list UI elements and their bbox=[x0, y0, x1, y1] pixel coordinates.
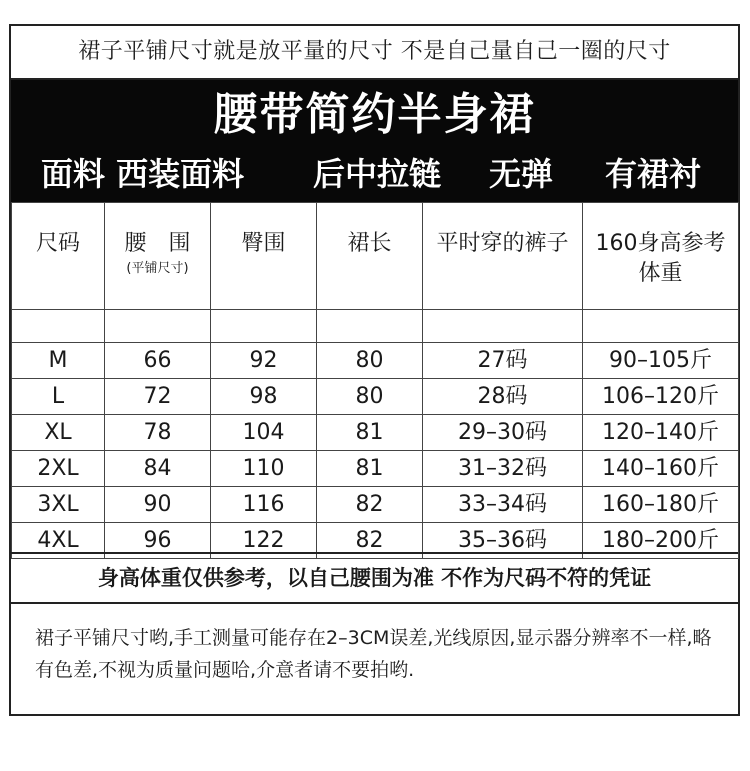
cell-pants-size: 33–34码 bbox=[423, 487, 583, 523]
table-row bbox=[12, 415, 739, 451]
reference-note: 身高体重仅供参考，以自己腰围为准 不作为尺码不符的凭证 bbox=[11, 552, 738, 604]
column-header-pants-size: 平时穿的裤子 bbox=[423, 203, 583, 310]
table-spacer-row bbox=[12, 310, 739, 343]
size-chart-sheet bbox=[9, 24, 740, 716]
product-banner bbox=[11, 80, 738, 202]
feature-line bbox=[41, 152, 731, 196]
waist-measure-note: (平铺尺寸) bbox=[126, 261, 189, 276]
cell-weight: 90–105斤 bbox=[583, 343, 739, 379]
cell-length: 80 bbox=[317, 343, 423, 379]
cell-length: 82 bbox=[317, 523, 423, 559]
cell-waist: 90 bbox=[105, 487, 211, 523]
table-header-row bbox=[12, 203, 739, 310]
cell-hip: 110 bbox=[211, 451, 317, 487]
table-row bbox=[12, 487, 739, 523]
column-header-size: 尺码 bbox=[12, 203, 105, 310]
column-header-length: 裙长 bbox=[317, 203, 423, 310]
column-header-waist: 腰 围 (平铺尺寸) bbox=[105, 203, 211, 310]
table-row bbox=[12, 379, 739, 415]
cell-weight: 106–120斤 bbox=[583, 379, 739, 415]
cell-pants-size: 35–36码 bbox=[423, 523, 583, 559]
feature-stretch: 无弹 bbox=[489, 155, 554, 193]
cell-length: 81 bbox=[317, 451, 423, 487]
column-header-hip: 臀围 bbox=[211, 203, 317, 310]
cell-weight: 180–200斤 bbox=[583, 523, 739, 559]
cell-size: 4XL bbox=[12, 523, 105, 559]
cell-waist: 72 bbox=[105, 379, 211, 415]
measurement-disclaimer: 裙子平铺尺寸哟,手工测量可能存在2–3CM误差,光线原因,显示器分辨率不一样,略有色差,不视为质量问题哈,介意者请不要拍哟. bbox=[35, 627, 712, 681]
feature-zipper: 后中拉链 bbox=[313, 155, 442, 193]
cell-hip: 122 bbox=[211, 523, 317, 559]
product-title: 腰带简约半身裙 bbox=[213, 89, 536, 140]
cell-hip: 116 bbox=[211, 487, 317, 523]
cell-pants-size: 27码 bbox=[423, 343, 583, 379]
column-header-weight: 160身高参考体重 bbox=[583, 203, 739, 310]
cell-size: M bbox=[12, 343, 105, 379]
cell-pants-size: 29–30码 bbox=[423, 415, 583, 451]
feature-lining: 有裙衬 bbox=[605, 155, 702, 193]
cell-length: 82 bbox=[317, 487, 423, 523]
table-row bbox=[12, 343, 739, 379]
cell-waist: 66 bbox=[105, 343, 211, 379]
size-table bbox=[11, 202, 739, 559]
cell-size: L bbox=[12, 379, 105, 415]
cell-weight: 120–140斤 bbox=[583, 415, 739, 451]
feature-fabric: 面料 西装面料 bbox=[41, 155, 245, 193]
cell-waist: 96 bbox=[105, 523, 211, 559]
cell-pants-size: 28码 bbox=[423, 379, 583, 415]
cell-size: 3XL bbox=[12, 487, 105, 523]
cell-pants-size: 31–32码 bbox=[423, 451, 583, 487]
cell-size: 2XL bbox=[12, 451, 105, 487]
cell-hip: 92 bbox=[211, 343, 317, 379]
cell-weight: 160–180斤 bbox=[583, 487, 739, 523]
cell-waist: 78 bbox=[105, 415, 211, 451]
cell-weight: 140–160斤 bbox=[583, 451, 739, 487]
flat-measure-note: 裙子平铺尺寸就是放平量的尺寸 不是自己量自己一圈的尺寸 bbox=[11, 26, 738, 80]
cell-hip: 104 bbox=[211, 415, 317, 451]
cell-size: XL bbox=[12, 415, 105, 451]
cell-hip: 98 bbox=[211, 379, 317, 415]
cell-length: 81 bbox=[317, 415, 423, 451]
table-row bbox=[12, 451, 739, 487]
cell-length: 80 bbox=[317, 379, 423, 415]
cell-waist: 84 bbox=[105, 451, 211, 487]
